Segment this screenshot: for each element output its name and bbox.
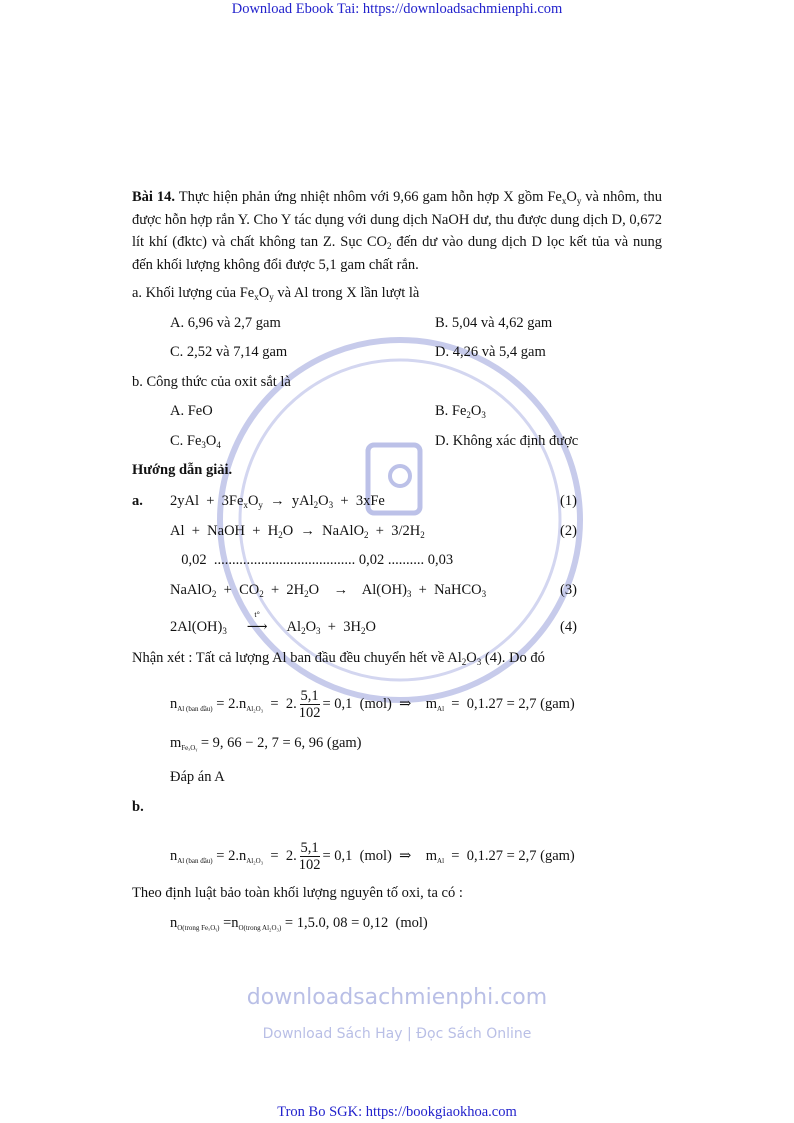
remark: Nhận xét : Tất cả lượng Al ban đầu đều chuyển hết về $Al_2O_3$ (4). Do đó bbox=[132, 650, 545, 667]
bold-text: Hướng dẫn giải. bbox=[132, 462, 233, 478]
subscript: 2 bbox=[304, 589, 309, 599]
subscript: 2 bbox=[461, 657, 467, 667]
fraction-denominator: 102 bbox=[298, 857, 321, 873]
equation-1: $2yAl + 3Fe_xO_y \to yAl_2O_3 + 3xFe$ bbox=[170, 493, 385, 510]
subscript: 2 bbox=[364, 530, 369, 540]
calc-b-oxygen: $n_{O(trong Fe_xOᵧ)} =n_{O(trong Al_2O_3)} = 1,5.0$, 08 = 0,12 (mol) bbox=[170, 915, 428, 932]
subscript: y bbox=[269, 292, 274, 302]
subscript: x bbox=[243, 500, 248, 510]
equation-4: $2Al(OH)_3$ t° ⟶ $Al_2O_3 + 3H_2O$ bbox=[170, 610, 376, 636]
fraction-numerator: 5,1 bbox=[300, 688, 319, 704]
subscript: x bbox=[561, 196, 567, 206]
fraction-denominator: 102 bbox=[298, 705, 321, 721]
option-a-C: C. 2,52 và 7,14 gam bbox=[170, 344, 288, 360]
bold-text: b. bbox=[132, 799, 144, 815]
subscript: 3 bbox=[406, 589, 412, 599]
problem-statement: Bài 14. Thực hiện phản ứng nhiệt nhôm với 9,66 gam hỗn hợp X gồm $Fe_xO_y$ và nhôm, thu được hỗn hợp rắn Y. Cho Y tác dụng với dung dịch NaOH dư, thu được dung dịch D, 0,672 lít khí (đktc) và chất không tan Z. Sục $CO_2$ đến dư vào dung dịch D lọc kết tủa và nung đến khối lượng không đổi được 5,1 gam chất rắn. bbox=[132, 189, 663, 274]
equation-3: NaAlO$_2$ + $CO_2 + 2H_2O$ → $Al(OH)_3$ + NaHCO$_3$ bbox=[170, 582, 487, 599]
option-a-B: B. 5,04 và 4,62 gam bbox=[435, 315, 553, 331]
subscript-label: O(trong FeₓOᵧ) bbox=[177, 924, 220, 932]
subscript: 2 bbox=[466, 410, 471, 420]
subscript-label: Al bbox=[437, 704, 445, 713]
subscript: 4 bbox=[216, 440, 221, 450]
subscript: 3 bbox=[481, 410, 486, 420]
subscript: 2 bbox=[420, 530, 425, 540]
subscript: 2 bbox=[259, 589, 264, 599]
subscript: 3 bbox=[481, 589, 487, 599]
subscript-label: Al (ban đầu) bbox=[177, 856, 213, 865]
equation-1-number: (1) bbox=[560, 493, 577, 509]
answer-a: Đáp án A bbox=[170, 769, 225, 785]
calc-a-moles: $n_{Al (ban đầu)} = 2.n_{Al_2O_3} = 2$. $\frac{5,1}{102}$ = 0,1 (mol) ⇒ $m_{Al} = 0,1.27 = 2,7$ (gam) bbox=[170, 688, 575, 721]
option-b-D: D. Không xác định được bbox=[435, 433, 579, 449]
bold-text: a. bbox=[132, 493, 143, 509]
fraction bbox=[299, 688, 321, 721]
calc-b-moles: $n_{Al (ban đầu)} = 2.n_{Al_2O_3} = 2$. $\frac{5,1}{102}$ = 0,1 (mol) ⇒ $m_{Al} = 0,1.27 = 2,7$ (gam) bbox=[170, 840, 575, 873]
subscript-label: FeₓOᵧ bbox=[181, 744, 198, 752]
header-download-link[interactable]: Download Ebook Tai: https://downloadsachmienphi.com bbox=[231, 1, 563, 17]
subscript-label: Al₂O₃ bbox=[246, 704, 264, 713]
subscript: y bbox=[576, 196, 582, 206]
bold-text: Bài 14. bbox=[132, 189, 176, 205]
watermark-site: downloadsachmienphi.com bbox=[246, 985, 548, 1010]
heat-arrow: t° ⟶ bbox=[234, 618, 280, 636]
subscript: 3 bbox=[316, 626, 321, 636]
part-a-label bbox=[132, 492, 143, 510]
watermark-slogan: Download Sách Hay | Đọc Sách Online bbox=[262, 1026, 532, 1042]
fraction-numerator: 5,1 bbox=[300, 840, 319, 856]
fraction bbox=[299, 840, 321, 873]
subscript: 3 bbox=[476, 657, 482, 667]
subscript: 2 bbox=[360, 626, 366, 636]
subscript: 3 bbox=[328, 500, 334, 510]
option-a-A: A. 6,96 và 2,7 gam bbox=[170, 315, 281, 331]
equation-2-number: (2) bbox=[560, 523, 577, 539]
question-b: b. Công thức của oxit sắt là bbox=[132, 374, 291, 390]
oxygen-conservation: Theo định luật bảo toàn khối lượng nguyên tố oxi, ta có : bbox=[132, 885, 463, 901]
subscript: 2 bbox=[386, 241, 392, 252]
subscript: 2 bbox=[278, 530, 283, 540]
subscript: 2 bbox=[301, 626, 306, 636]
footer-sgk-link[interactable]: Tron Bo SGK: https://bookgiaokhoa.com bbox=[277, 1104, 517, 1120]
equation-2-moles: 0,02 ....................................... 0,02 .......... 0,03 bbox=[174, 552, 454, 568]
subscript-label: Al bbox=[437, 856, 445, 865]
solution-heading bbox=[132, 461, 232, 479]
subscript-label: O(trong Al₂O₃) bbox=[238, 924, 282, 932]
subscript: y bbox=[258, 500, 263, 510]
equation-3-number: (3) bbox=[560, 582, 577, 598]
part-b-label bbox=[132, 798, 144, 816]
subscript: 2 bbox=[211, 589, 217, 599]
option-b-C: C. $Fe_3O_4$ bbox=[170, 433, 221, 450]
option-a-D: D. 4,26 và 5,4 gam bbox=[435, 344, 546, 360]
calc-a-mass: $m_{Fe_xOᵧ} = 9$, 66 − 2, 7 = 6, 96 (gam) bbox=[170, 735, 362, 752]
subscript: 3 bbox=[201, 440, 206, 450]
option-b-A: A. FeO bbox=[170, 403, 213, 419]
equation-4-number: (4) bbox=[560, 619, 577, 635]
equation-2: Al + NaOH + $H_2O$ → NaAlO$_2$ + $3/2H_2$ bbox=[170, 523, 425, 540]
subscript: 3 bbox=[222, 626, 227, 636]
subscript: x bbox=[254, 292, 259, 302]
question-a: a. Khối lượng của $Fe_xO_y$ và Al trong X lần lượt là bbox=[132, 285, 420, 302]
heat-symbol: t° bbox=[254, 610, 260, 619]
subscript-label: Al (ban đầu) bbox=[177, 704, 213, 713]
option-b-B: B. $Fe_2O_3$ bbox=[435, 403, 486, 420]
subscript-label: Al₂O₃ bbox=[246, 856, 264, 865]
subscript: 2 bbox=[313, 500, 319, 510]
